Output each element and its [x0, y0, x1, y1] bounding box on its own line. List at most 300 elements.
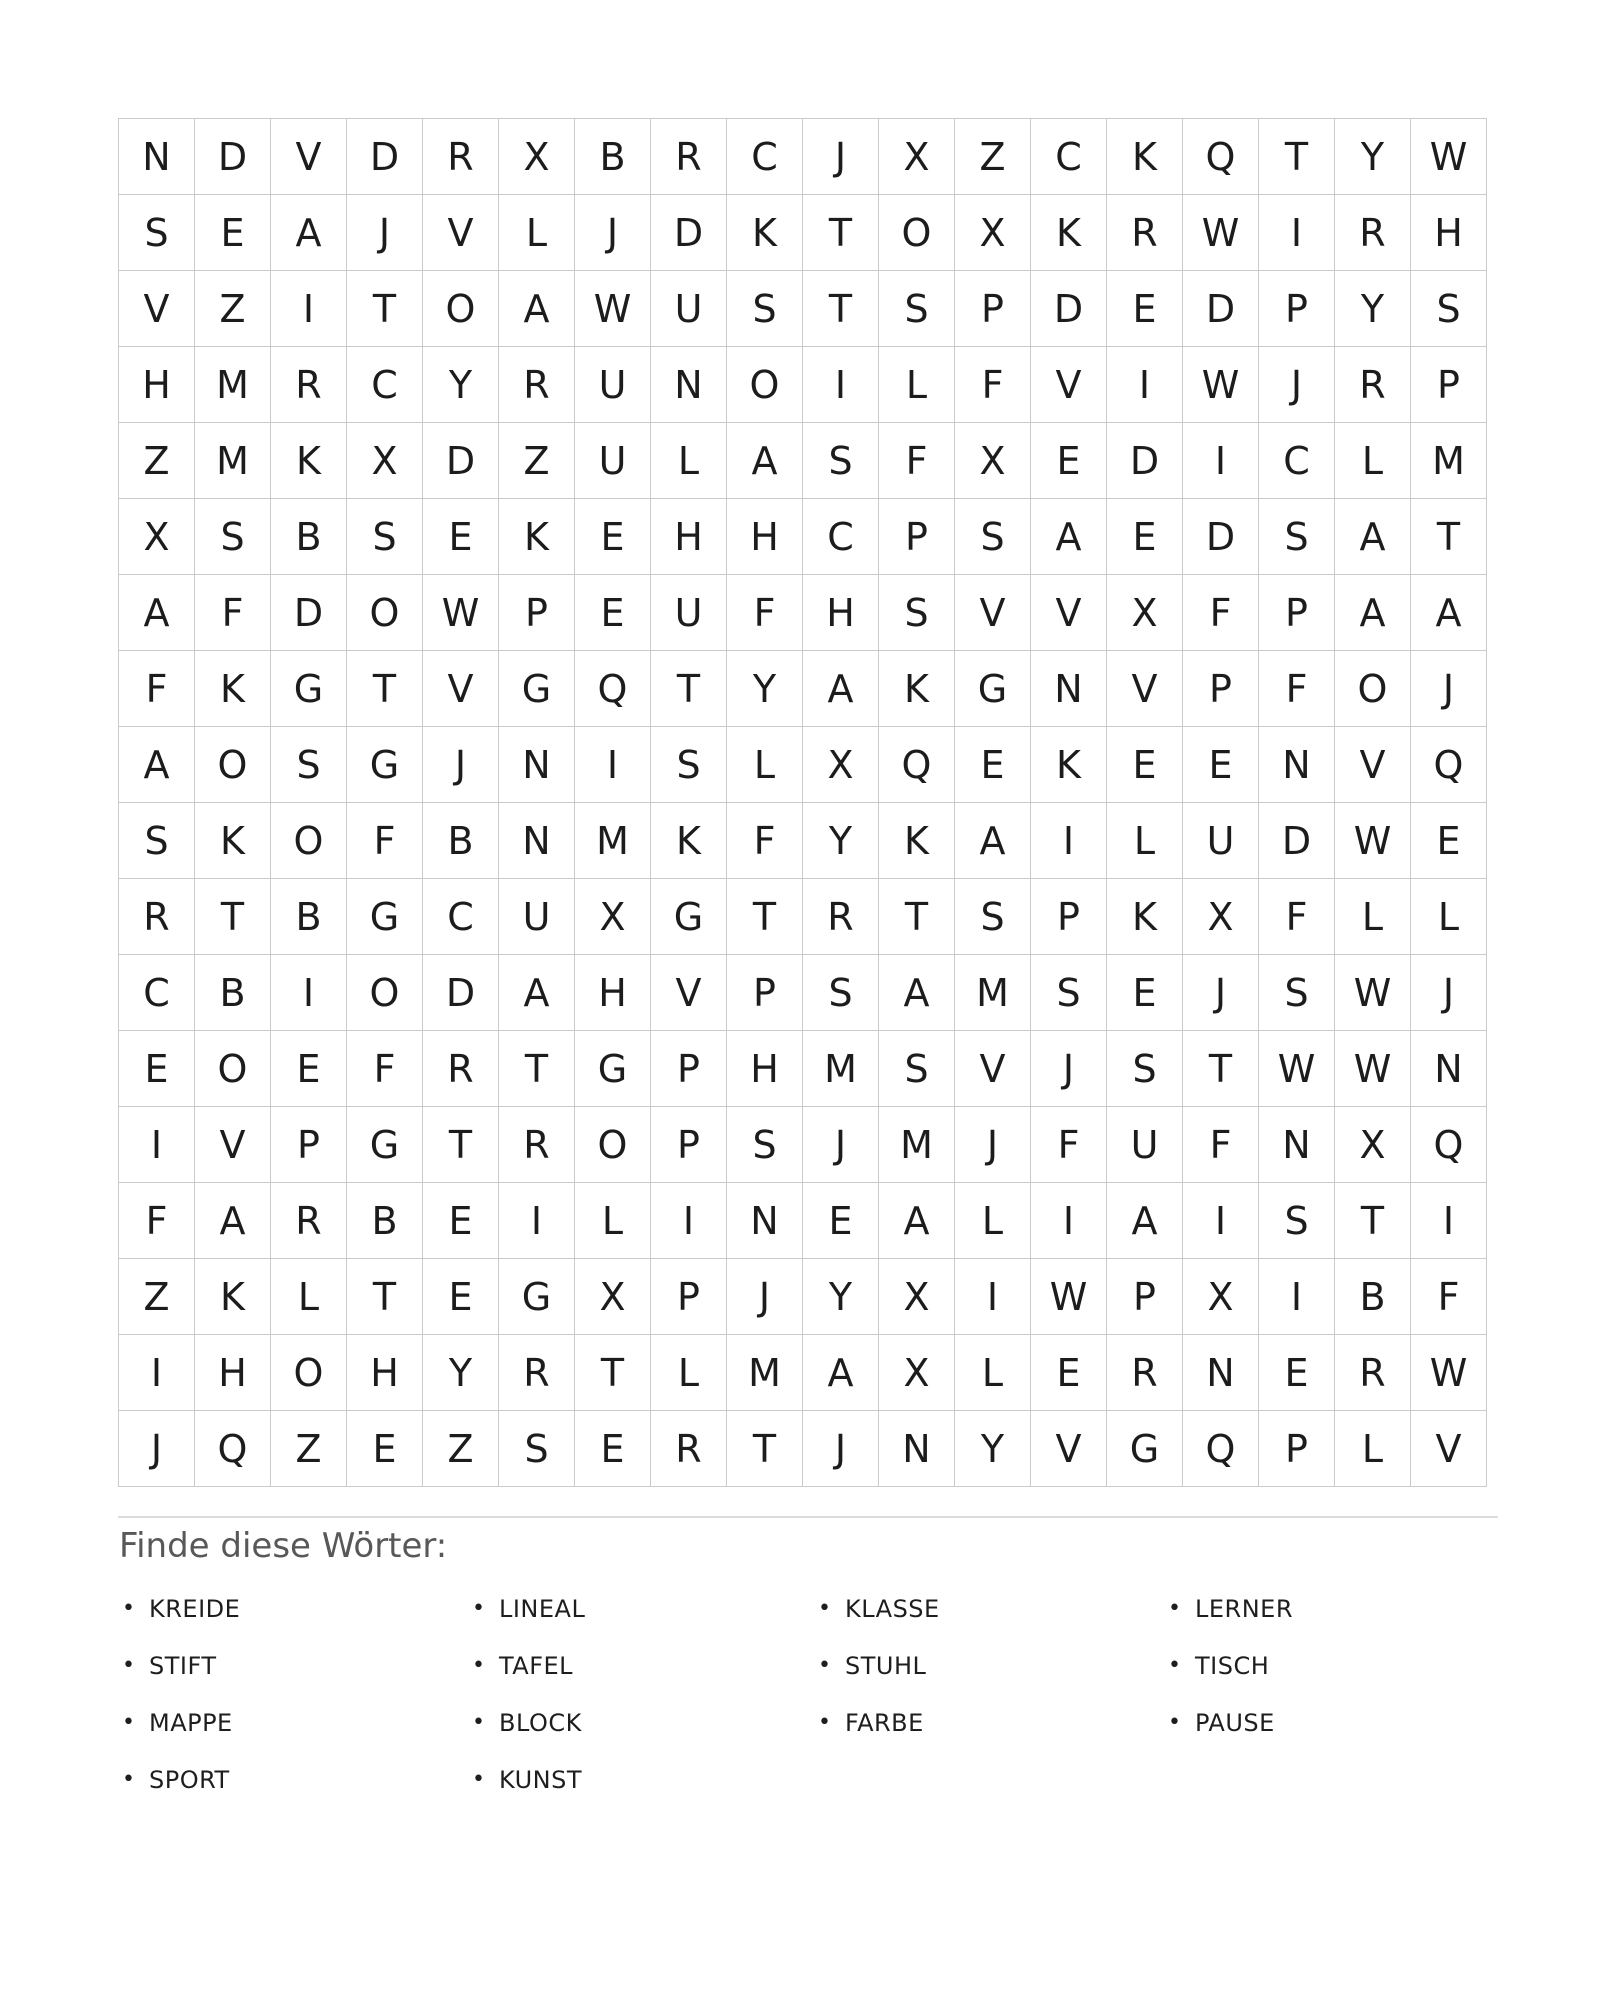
grid-cell: S — [1259, 1183, 1335, 1259]
grid-cell: B — [271, 879, 347, 955]
grid-cell: L — [651, 1335, 727, 1411]
grid-cell: E — [271, 1031, 347, 1107]
grid-cell: P — [1183, 651, 1259, 727]
grid-cell: A — [1335, 575, 1411, 651]
grid-cell: L — [575, 1183, 651, 1259]
grid-cell: J — [347, 195, 423, 271]
grid-cell: Z — [955, 119, 1031, 195]
grid-cell: M — [803, 1031, 879, 1107]
grid-cell: P — [271, 1107, 347, 1183]
grid-cell: S — [1259, 955, 1335, 1031]
grid-cell: T — [347, 1259, 423, 1335]
grid-cell: A — [271, 195, 347, 271]
grid-cell: R — [271, 347, 347, 423]
grid-cell: X — [1107, 575, 1183, 651]
grid-cell: K — [727, 195, 803, 271]
grid-cell: E — [1411, 803, 1487, 879]
grid-cell: M — [575, 803, 651, 879]
grid-cell: P — [651, 1259, 727, 1335]
grid-cell: U — [575, 347, 651, 423]
grid-cell: S — [119, 803, 195, 879]
grid-cell: L — [499, 195, 575, 271]
grid-cell: L — [955, 1335, 1031, 1411]
grid-cell: X — [1335, 1107, 1411, 1183]
grid-cell: R — [119, 879, 195, 955]
bullet-icon: • — [472, 1766, 485, 1792]
grid-cell: E — [575, 1411, 651, 1487]
grid-cell: S — [195, 499, 271, 575]
word-list-item — [122, 1694, 240, 1751]
grid-cell: O — [347, 955, 423, 1031]
grid-cell: I — [271, 955, 347, 1031]
grid-cell: R — [651, 1411, 727, 1487]
grid-cell: I — [271, 271, 347, 347]
grid-cell: R — [499, 1107, 575, 1183]
word-list-item — [1168, 1580, 1293, 1637]
grid-cell: E — [119, 1031, 195, 1107]
grid-cell: N — [1259, 1107, 1335, 1183]
grid-cell: V — [1107, 651, 1183, 727]
grid-cell: R — [423, 119, 499, 195]
grid-cell: V — [955, 1031, 1031, 1107]
grid-cell: X — [955, 195, 1031, 271]
grid-cell: W — [1031, 1259, 1107, 1335]
grid-cell: S — [499, 1411, 575, 1487]
bullet-icon: • — [122, 1766, 135, 1792]
grid-cell: L — [1107, 803, 1183, 879]
grid-cell: R — [423, 1031, 499, 1107]
grid-cell: C — [423, 879, 499, 955]
grid-cell: Z — [119, 423, 195, 499]
bullet-icon: • — [1168, 1595, 1181, 1621]
grid-cell: O — [423, 271, 499, 347]
grid-cell: S — [955, 879, 1031, 955]
grid-cell: I — [1259, 1259, 1335, 1335]
grid-cell: R — [1335, 195, 1411, 271]
grid-cell: K — [195, 651, 271, 727]
grid-cell: M — [1411, 423, 1487, 499]
grid-cell: T — [1259, 119, 1335, 195]
word-list-item — [122, 1751, 240, 1808]
grid-cell: X — [803, 727, 879, 803]
divider-line — [118, 1516, 1498, 1518]
word-label: KREIDE — [148, 1594, 241, 1623]
word-label: TISCH — [1194, 1651, 1270, 1680]
grid-cell: P — [1107, 1259, 1183, 1335]
grid-cell: J — [575, 195, 651, 271]
grid-cell: K — [1031, 727, 1107, 803]
grid-cell: G — [347, 879, 423, 955]
word-list-item — [818, 1637, 940, 1694]
grid-cell: V — [423, 651, 499, 727]
grid-cell: R — [1107, 1335, 1183, 1411]
word-label: LERNER — [1194, 1594, 1293, 1623]
grid-cell: F — [955, 347, 1031, 423]
grid-cell: J — [1183, 955, 1259, 1031]
grid-cell: S — [271, 727, 347, 803]
grid-cell: Y — [423, 347, 499, 423]
grid-cell: I — [1183, 423, 1259, 499]
grid-cell: V — [1335, 727, 1411, 803]
word-label: BLOCK — [498, 1708, 582, 1737]
grid-cell: R — [499, 1335, 575, 1411]
grid-cell: F — [347, 1031, 423, 1107]
grid-cell: O — [727, 347, 803, 423]
bullet-icon: • — [122, 1652, 135, 1678]
grid-cell: L — [1335, 1411, 1411, 1487]
grid-cell: O — [195, 727, 271, 803]
grid-cell: M — [879, 1107, 955, 1183]
grid-cell: T — [803, 195, 879, 271]
grid-cell: E — [423, 1183, 499, 1259]
grid-cell: P — [955, 271, 1031, 347]
grid-cell: E — [803, 1183, 879, 1259]
grid-cell: A — [879, 1183, 955, 1259]
grid-cell: X — [879, 1335, 955, 1411]
grid-cell: P — [651, 1031, 727, 1107]
word-list-item — [818, 1694, 940, 1751]
grid-cell: I — [1183, 1183, 1259, 1259]
bullet-icon: • — [818, 1652, 831, 1678]
grid-cell: R — [803, 879, 879, 955]
grid-cell: L — [879, 347, 955, 423]
grid-cell: Z — [271, 1411, 347, 1487]
grid-cell: P — [1259, 271, 1335, 347]
grid-cell: E — [423, 499, 499, 575]
grid-cell: R — [271, 1183, 347, 1259]
grid-cell: E — [1107, 955, 1183, 1031]
bullet-icon: • — [472, 1709, 485, 1735]
grid-cell: E — [575, 575, 651, 651]
grid-cell: T — [347, 271, 423, 347]
bullet-icon: • — [1168, 1709, 1181, 1735]
grid-cell: V — [423, 195, 499, 271]
grid-cell: K — [1107, 879, 1183, 955]
grid-cell: T — [1183, 1031, 1259, 1107]
grid-cell: F — [1411, 1259, 1487, 1335]
grid-cell: I — [119, 1107, 195, 1183]
grid-cell: K — [195, 803, 271, 879]
grid-cell: Y — [1335, 119, 1411, 195]
grid-cell: W — [1411, 1335, 1487, 1411]
grid-cell: K — [1107, 119, 1183, 195]
grid-cell: G — [499, 651, 575, 727]
grid-cell: J — [803, 1411, 879, 1487]
grid-cell: B — [195, 955, 271, 1031]
grid-cell: F — [1031, 1107, 1107, 1183]
grid-cell: N — [1259, 727, 1335, 803]
grid-cell: C — [727, 119, 803, 195]
grid-cell: T — [1335, 1183, 1411, 1259]
word-list-item — [472, 1694, 585, 1751]
grid-cell: K — [879, 803, 955, 879]
grid-cell: V — [955, 575, 1031, 651]
grid-cell: H — [347, 1335, 423, 1411]
grid-cell: J — [1031, 1031, 1107, 1107]
grid-cell: N — [499, 803, 575, 879]
grid-cell: J — [423, 727, 499, 803]
grid-cell: Q — [195, 1411, 271, 1487]
grid-cell: H — [727, 1031, 803, 1107]
word-label: PAUSE — [1194, 1708, 1275, 1737]
grid-cell: P — [1031, 879, 1107, 955]
grid-cell: M — [195, 423, 271, 499]
grid-cell: V — [1411, 1411, 1487, 1487]
grid-cell: D — [1259, 803, 1335, 879]
grid-cell: T — [803, 271, 879, 347]
grid-cell: R — [499, 347, 575, 423]
grid-cell: G — [1107, 1411, 1183, 1487]
grid-cell: F — [879, 423, 955, 499]
grid-cell: V — [1031, 1411, 1107, 1487]
grid-cell: L — [727, 727, 803, 803]
word-list-column-4 — [1168, 1580, 1293, 1751]
grid-cell: A — [727, 423, 803, 499]
grid-cell: F — [1183, 575, 1259, 651]
grid-cell: V — [195, 1107, 271, 1183]
grid-cell: Z — [423, 1411, 499, 1487]
grid-cell: U — [1107, 1107, 1183, 1183]
grid-cell: T — [347, 651, 423, 727]
grid-cell: O — [1335, 651, 1411, 727]
word-label: TAFEL — [498, 1651, 574, 1680]
grid-cell: E — [347, 1411, 423, 1487]
grid-cell: Q — [1411, 727, 1487, 803]
grid-cell: H — [119, 347, 195, 423]
grid-cell: K — [879, 651, 955, 727]
grid-cell: E — [1107, 727, 1183, 803]
word-label: STIFT — [148, 1651, 217, 1680]
grid-cell: I — [1031, 1183, 1107, 1259]
grid-cell: I — [119, 1335, 195, 1411]
grid-cell: I — [955, 1259, 1031, 1335]
grid-cell: O — [575, 1107, 651, 1183]
grid-cell: S — [651, 727, 727, 803]
grid-cell: A — [119, 575, 195, 651]
bullet-icon: • — [818, 1709, 831, 1735]
grid-cell: V — [119, 271, 195, 347]
word-label: FARBE — [844, 1708, 924, 1737]
grid-cell: K — [651, 803, 727, 879]
grid-cell: D — [1031, 271, 1107, 347]
grid-cell: L — [1335, 879, 1411, 955]
grid-cell: H — [195, 1335, 271, 1411]
grid-cell: U — [575, 423, 651, 499]
word-label: STUHL — [844, 1651, 927, 1680]
grid-cell: J — [1259, 347, 1335, 423]
grid-cell: X — [955, 423, 1031, 499]
grid-cell: H — [1411, 195, 1487, 271]
grid-cell: X — [879, 119, 955, 195]
grid-cell: H — [575, 955, 651, 1031]
grid-cell: E — [1031, 423, 1107, 499]
grid-cell: W — [1259, 1031, 1335, 1107]
grid-cell: W — [423, 575, 499, 651]
grid-cell: A — [195, 1183, 271, 1259]
grid-cell: S — [879, 271, 955, 347]
grid-cell: F — [195, 575, 271, 651]
grid-cell: S — [119, 195, 195, 271]
grid-cell: S — [1107, 1031, 1183, 1107]
grid-cell: N — [1031, 651, 1107, 727]
grid-cell: A — [1107, 1183, 1183, 1259]
grid-cell: I — [499, 1183, 575, 1259]
grid-cell: P — [727, 955, 803, 1031]
grid-cell: T — [423, 1107, 499, 1183]
grid-cell: F — [1259, 879, 1335, 955]
grid-cell: J — [955, 1107, 1031, 1183]
grid-cell: M — [955, 955, 1031, 1031]
grid-cell: M — [727, 1335, 803, 1411]
grid-cell: T — [727, 879, 803, 955]
grid-cell: X — [575, 879, 651, 955]
grid-cell: N — [651, 347, 727, 423]
grid-cell: Z — [499, 423, 575, 499]
grid-cell: A — [1335, 499, 1411, 575]
grid-cell: Q — [879, 727, 955, 803]
bullet-icon: • — [1168, 1652, 1181, 1678]
grid-cell: E — [423, 1259, 499, 1335]
grid-cell: U — [499, 879, 575, 955]
grid-cell: O — [347, 575, 423, 651]
grid-cell: T — [879, 879, 955, 955]
grid-cell: E — [1183, 727, 1259, 803]
bullet-icon: • — [472, 1652, 485, 1678]
grid-cell: E — [575, 499, 651, 575]
grid-cell: C — [119, 955, 195, 1031]
grid-cell: K — [271, 423, 347, 499]
grid-cell: F — [347, 803, 423, 879]
grid-cell: D — [1107, 423, 1183, 499]
grid-cell: S — [347, 499, 423, 575]
grid-cell: G — [955, 651, 1031, 727]
grid-cell: A — [803, 651, 879, 727]
grid-cell: F — [119, 651, 195, 727]
grid-cell: Y — [955, 1411, 1031, 1487]
grid-cell: U — [651, 271, 727, 347]
grid-cell: F — [727, 575, 803, 651]
grid-cell: T — [727, 1411, 803, 1487]
grid-cell: T — [1411, 499, 1487, 575]
grid-cell: M — [195, 347, 271, 423]
word-label: MAPPE — [148, 1708, 233, 1737]
word-list-column-2 — [472, 1580, 585, 1808]
grid-cell: I — [651, 1183, 727, 1259]
grid-cell: G — [347, 727, 423, 803]
grid-cell: S — [879, 1031, 955, 1107]
grid-cell: B — [1335, 1259, 1411, 1335]
grid-cell: F — [727, 803, 803, 879]
grid-cell: H — [727, 499, 803, 575]
grid-cell: F — [1183, 1107, 1259, 1183]
bullet-icon: • — [818, 1595, 831, 1621]
word-label: LINEAL — [498, 1594, 586, 1623]
grid-cell: O — [271, 1335, 347, 1411]
grid-cell: J — [803, 119, 879, 195]
grid-cell: W — [1183, 195, 1259, 271]
grid-cell: G — [651, 879, 727, 955]
grid-cell: P — [499, 575, 575, 651]
grid-cell: T — [651, 651, 727, 727]
grid-cell: W — [1335, 955, 1411, 1031]
grid-cell: I — [1031, 803, 1107, 879]
grid-cell: P — [1411, 347, 1487, 423]
grid-cell: R — [1335, 1335, 1411, 1411]
grid-cell: V — [1031, 347, 1107, 423]
grid-cell: P — [651, 1107, 727, 1183]
grid-cell: J — [727, 1259, 803, 1335]
grid-cell: W — [575, 271, 651, 347]
grid-cell: W — [1335, 803, 1411, 879]
grid-cell: X — [575, 1259, 651, 1335]
grid-cell: I — [575, 727, 651, 803]
grid-cell: J — [1411, 955, 1487, 1031]
grid-cell: D — [1183, 271, 1259, 347]
grid-cell: B — [423, 803, 499, 879]
grid-cell: F — [1259, 651, 1335, 727]
grid-cell: W — [1411, 119, 1487, 195]
grid-cell: O — [195, 1031, 271, 1107]
grid-cell: S — [1411, 271, 1487, 347]
word-list-column-1 — [122, 1580, 240, 1808]
grid-cell: C — [1031, 119, 1107, 195]
grid-cell: B — [347, 1183, 423, 1259]
grid-cell: Y — [803, 803, 879, 879]
grid-cell: A — [119, 727, 195, 803]
grid-cell: Q — [1183, 1411, 1259, 1487]
grid-cell: B — [271, 499, 347, 575]
word-list-item — [1168, 1694, 1293, 1751]
grid-cell: I — [803, 347, 879, 423]
grid-cell: U — [1183, 803, 1259, 879]
grid-cell: G — [347, 1107, 423, 1183]
grid-cell: S — [727, 1107, 803, 1183]
grid-cell: L — [651, 423, 727, 499]
grid-cell: E — [955, 727, 1031, 803]
grid-cell: Y — [803, 1259, 879, 1335]
grid-cell: P — [1259, 575, 1335, 651]
grid-cell: D — [423, 955, 499, 1031]
word-label: KUNST — [498, 1765, 582, 1794]
grid-cell: O — [879, 195, 955, 271]
grid-cell: K — [195, 1259, 271, 1335]
grid-cell: S — [879, 575, 955, 651]
grid-cell: L — [955, 1183, 1031, 1259]
grid-cell: U — [651, 575, 727, 651]
grid-cell: R — [1107, 195, 1183, 271]
grid-cell: S — [1259, 499, 1335, 575]
grid-cell: W — [1183, 347, 1259, 423]
grid-cell: P — [879, 499, 955, 575]
grid-cell: S — [803, 423, 879, 499]
grid-cell: C — [1259, 423, 1335, 499]
grid-cell: T — [195, 879, 271, 955]
grid-cell: Z — [119, 1259, 195, 1335]
word-list-item — [472, 1580, 585, 1637]
grid-cell: S — [1031, 955, 1107, 1031]
grid-cell: A — [1031, 499, 1107, 575]
grid-cell: A — [803, 1335, 879, 1411]
grid-cell: X — [1183, 879, 1259, 955]
grid-cell: A — [879, 955, 955, 1031]
grid-cell: D — [651, 195, 727, 271]
word-list-title: Finde diese Wörter: — [119, 1526, 448, 1566]
grid-cell: F — [119, 1183, 195, 1259]
grid-cell: S — [727, 271, 803, 347]
grid-cell: N — [1183, 1335, 1259, 1411]
grid-cell: A — [499, 271, 575, 347]
grid-cell: D — [423, 423, 499, 499]
